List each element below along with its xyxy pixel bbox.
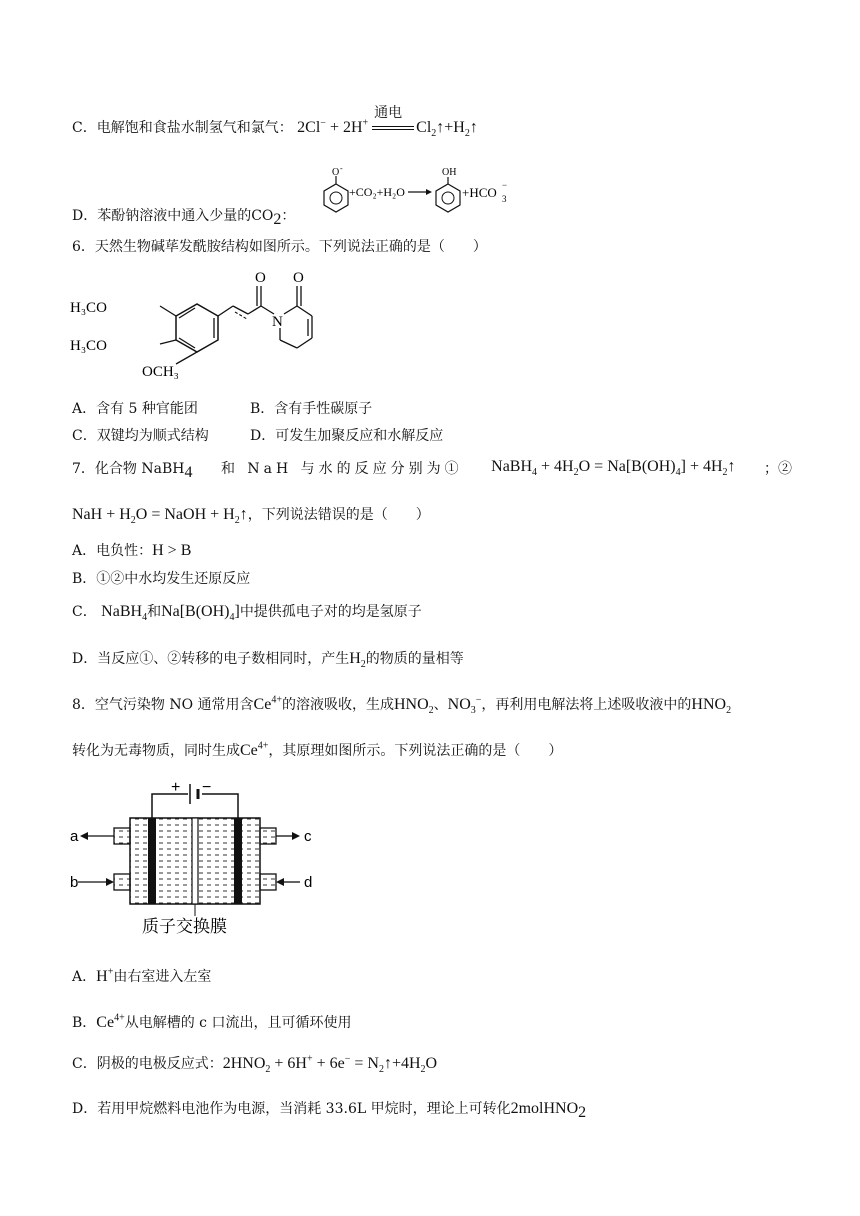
q7-stem-line-1: 7．化合物 NaBH$_4$ 和 NaH 与水的反应分别为① NaBH$_4$ + $4H_2O = Na[B(OH)_4]$ + $4H_2↑$ ；② [72, 458, 792, 481]
q8-stem-2b: ，其原理如图所示。下列说法正确的是（ ） [268, 743, 563, 759]
q7-reaction-1: NaBH$_4$ + $4H_2O = Na[B(OH)_4]$ + $4H_2↑$ [491, 458, 736, 479]
co2-h2o-label: +CO₂+H₂O [349, 185, 405, 199]
q6-options-row-1 [72, 398, 198, 418]
ce4-formula-3: $Ce^{4+}$ [96, 1012, 125, 1031]
q7-stem-tail: ，下列说法错误的是（ ） [247, 507, 430, 523]
negative-terminal-label: − [202, 780, 212, 796]
port-a-label: a [70, 828, 79, 845]
q7-option-a-text: A．电负性： [72, 543, 153, 559]
h2-formula: $H_2$ [349, 650, 366, 671]
h-plus-formula: H+ [96, 966, 114, 985]
q7-option-a [72, 540, 191, 560]
no3-formula: $NO_3^-$ [447, 694, 482, 717]
port-d-label: d [304, 874, 313, 891]
q7-stem-prefix: 7．化合物 NaBH [72, 461, 185, 477]
q8-option-c [72, 1053, 437, 1075]
q8-stem-1c: 、 [433, 697, 448, 713]
reaction-condition: 通电 [374, 105, 403, 122]
q5-option-c-text: C．电解饱和食盐水制氢气和氯气： [72, 120, 293, 136]
q5-option-d [72, 205, 295, 229]
q6-option-b: B．含有手性碳原子 [250, 401, 373, 417]
q8-stem-line-2 [72, 740, 562, 760]
nabh4-formula: NaBH$_4$ [101, 603, 148, 624]
q8-stem-1a: 8．空气污染物 NO 通常用含 [72, 697, 254, 713]
svg-text:−: − [502, 180, 508, 190]
methoxy-label-1: H₃CO [70, 300, 107, 316]
reaction-arrow [372, 105, 416, 136]
carbonyl-o-label-1: O [255, 270, 266, 286]
proton-exchange-membrane-label: 质子交换膜 [142, 917, 227, 936]
port-c-label: c [304, 828, 312, 845]
q8-stem-line-1 [72, 694, 731, 716]
svg-text:3: 3 [502, 194, 507, 204]
ce4-formula-2: $Ce^{4+}$ [240, 740, 269, 759]
q8-option-d-formula: 2molHNO [510, 1100, 579, 1117]
ce4-formula: $Ce^{4+}$ [253, 694, 282, 713]
q6-option-c: C．双键均为顺式结构 [72, 428, 209, 444]
q8-option-a-prefix: A． [72, 969, 97, 985]
electrolysis-cell-diagram [70, 780, 340, 940]
q7-circle-2: ；② [764, 461, 792, 477]
q8-option-d-prefix: D．若用甲烷燃料电池作为电源，当消耗 33.6L 甲烷时，理论上可转化 [72, 1101, 511, 1117]
svg-text:O: O [332, 167, 340, 178]
hco3-label: +HCO [462, 185, 497, 200]
q8-option-a-tail: 由右室进入左室 [113, 969, 212, 985]
q5-option-d-text: D．苯酚钠溶液中通入少量的CO [72, 208, 274, 224]
colon: ： [281, 208, 296, 224]
q7-option-c [72, 601, 422, 623]
q7-stem-line-2 [72, 504, 430, 526]
hno2-formula: $HNO_2$ [393, 696, 434, 717]
q8-option-b [72, 1012, 351, 1032]
q8-stem-1d: ，再利用电解法将上述吸收液中的 [481, 697, 692, 713]
svg-text:OH: OH [442, 167, 457, 178]
q8-option-c-prefix: C．阴极的电极反应式： [72, 1056, 223, 1072]
q7-stem-mid: 和 NaH 与水的反应分别为① [220, 461, 463, 477]
positive-terminal-label: + [171, 780, 181, 796]
q7-option-d-prefix: D．当反应①、②转移的电子数相同时，产生 [72, 651, 350, 667]
hno2-formula-2: $HNO_2$ [691, 696, 732, 717]
subscript: 2 [273, 210, 282, 228]
phenoxide-reaction-diagram [316, 166, 536, 218]
methoxy-label-2: H₃CO [70, 338, 107, 354]
q5-option-c [72, 105, 478, 140]
q6-option-a: A．含有 5 种官能团 [72, 401, 198, 417]
q7-option-d-tail: 的物质的量相等 [365, 651, 464, 667]
q8-stem-1b: 的溶液吸收，生成 [281, 697, 394, 713]
q6-option-d: D．可发生加聚反应和水解反应 [250, 428, 444, 444]
q5-option-c-equation: 2Cl− + 2H+ 通电 $Cl_2↑+H_2↑$ [297, 119, 478, 136]
q8-stem-2a: 转化为无毒物质，同时生成 [72, 743, 240, 759]
q8-option-b-tail: 从电解槽的 c 口流出，且可循环使用 [124, 1015, 352, 1031]
port-b-label: b [70, 874, 79, 891]
q7-option-b: B．①②中水均发生还原反应 [72, 571, 251, 587]
q7-option-d [72, 648, 464, 670]
carbonyl-o-label-2: O [293, 270, 304, 286]
svg-text:-: - [340, 166, 343, 173]
cathode-equation: $2HNO_2 + 6H^+ + 6e^-$ = $N_2↑+4H_2O$ [222, 1053, 438, 1076]
q7-option-c-prefix: C． [72, 604, 97, 620]
q8-option-b-prefix: B． [72, 1015, 97, 1031]
q8-option-d: D．若用甲烷燃料电池作为电源，当消耗 33.6L 甲烷时，理论上可转化2molHNO$_2$ [72, 1100, 587, 1121]
q7-reaction-2: NaH + $H_2O$ = NaOH + $H_2↑$ [72, 506, 248, 527]
nitrogen-label: N [272, 314, 283, 330]
q7-option-c-tail: 中提供孤电子对的均是氢原子 [239, 604, 422, 620]
methoxy-label-3: OCH₃ [142, 364, 179, 380]
q6-stem: 6．天然生物碱荜发酰胺结构如图所示。下列说法正确的是（ ） [72, 239, 487, 255]
piperlongumine-structure [68, 268, 338, 388]
na-b-oh4-formula: $Na[B(OH)_4]$ [161, 603, 240, 624]
q8-option-a [72, 966, 211, 986]
q7-option-a-formula: H > B [152, 542, 192, 559]
q7-option-c-and: 和 [147, 604, 162, 620]
